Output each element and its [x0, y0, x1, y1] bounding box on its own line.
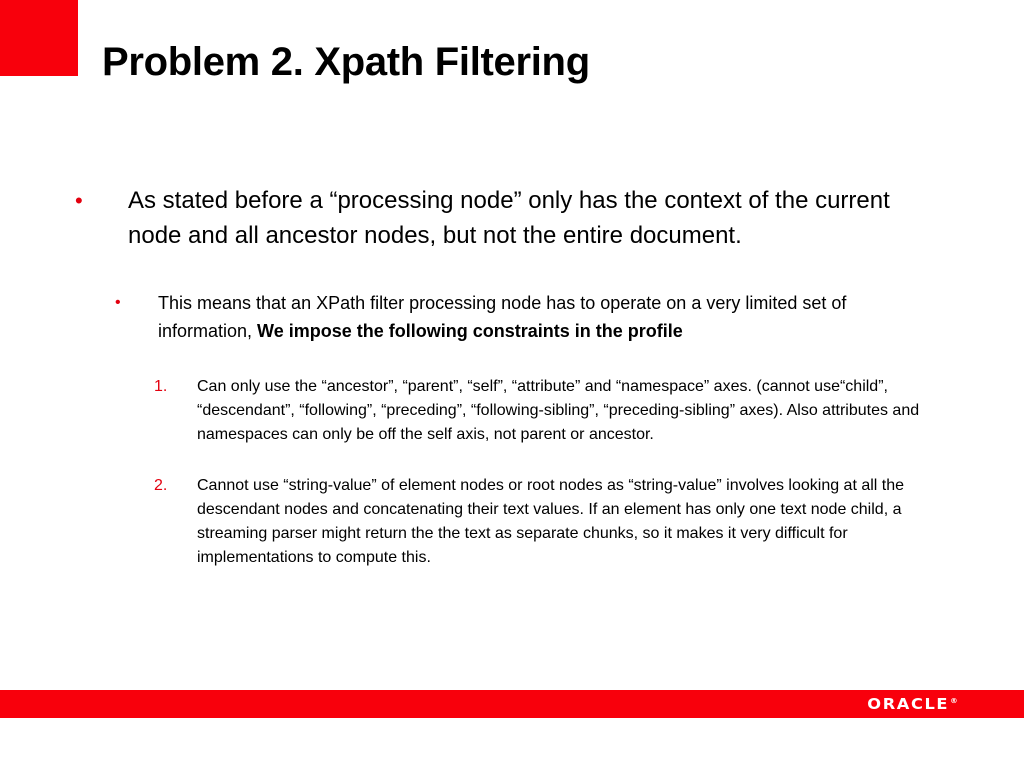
number-marker: 1. — [154, 378, 168, 395]
oracle-logo — [868, 695, 958, 713]
numbered-item-text: Cannot use “string-value” of element nodes or root nodes as “string-value” involves looking at all the descendant nodes and concatenating their text values. If an element has only one text node child, a streaming parser might return the the text as separate chunks, so it makes it very difficult for implementations to compute this. — [197, 477, 905, 566]
numbered-item-text: Can only use the “ancestor”, “parent”, “self”, “attribute” and “namespace” axes. (cannot use“child”, “descendant”, “following”, “preceding”, “following-sibling”, “preceding-sibling” axes). Also attributes and namespaces can only be off the self axis, not parent or ancestor. — [197, 378, 920, 443]
sub-bullet-bold-text: We impose the following constraints in the profile — [257, 321, 683, 341]
number-marker: 2. — [154, 477, 168, 494]
corner-accent-block — [0, 0, 78, 76]
sub-bullet-text — [158, 289, 905, 345]
bullet-level-2 — [115, 289, 905, 345]
registered-mark: ® — [950, 697, 958, 705]
numbered-item-2 — [154, 474, 924, 570]
sub-bullet-marker: • — [115, 294, 121, 311]
numbered-item-1 — [154, 375, 924, 447]
bullet-text: As stated before a “processing node” only has the context of the current node and all ancestor nodes, but not the entire document. — [128, 187, 890, 249]
oracle-logo-text: ORACLE — [867, 695, 950, 713]
bullet-level-1 — [75, 183, 915, 253]
bullet-marker: • — [75, 188, 83, 213]
sub-bullet-plain-text: This means that an XPath filter processing node has to operate on a very limited set of information, — [158, 293, 847, 341]
slide-title: Problem 2. Xpath Filtering — [102, 40, 590, 84]
